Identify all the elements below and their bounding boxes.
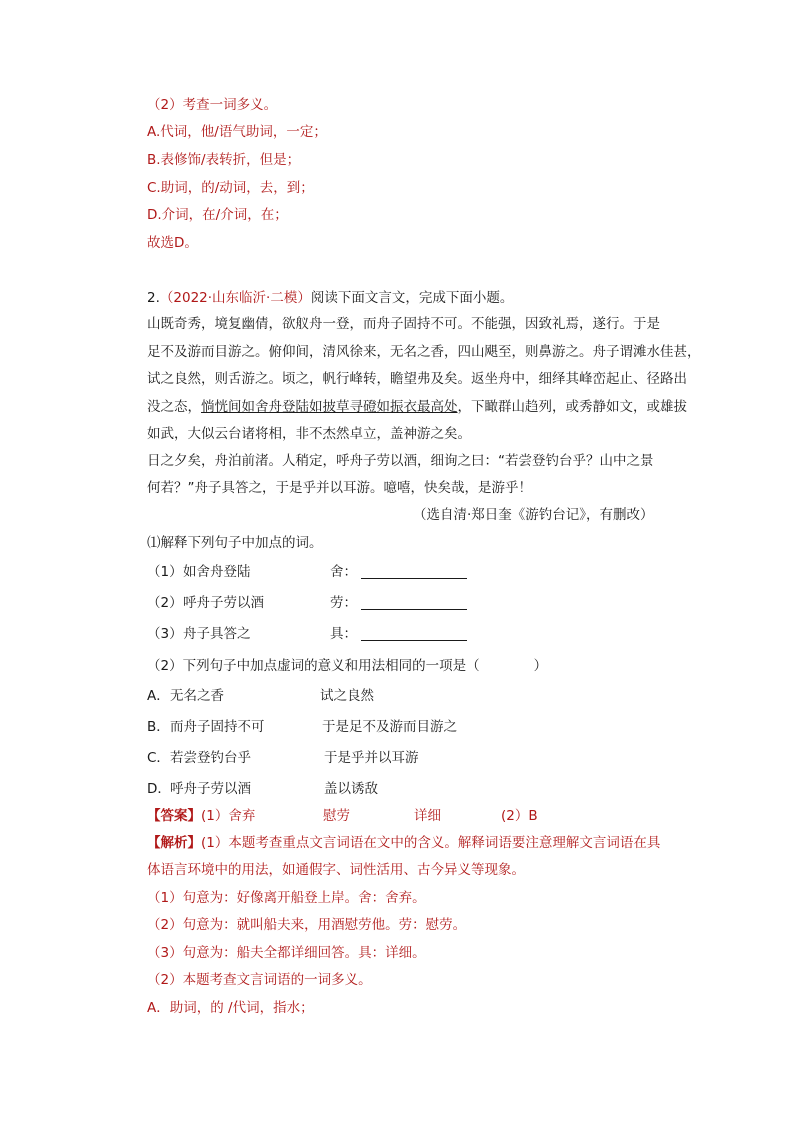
option-left: 呼舟子劳以酒 (170, 781, 251, 797)
option-right: 试之良然 (320, 688, 374, 704)
prev-analysis-conclusion: 故选D。 (147, 235, 198, 251)
passage-text: ，下瞰群山趋列，或秀静如文，或雄拔 (457, 399, 687, 415)
vocab-item-sentence: 呼舟子劳以酒 (183, 595, 264, 611)
option-right: 于是乎并以耳游 (324, 750, 419, 766)
analysis-text: (1）本题考查重点文言词语在文中的含义。解释词语要注意理解文言词语在具 (201, 835, 661, 851)
vocab-item-word: 具： (330, 626, 357, 642)
vocab-item-answer (330, 563, 467, 581)
analysis-line: （1）句意为：好像离开船登上岸。舍：舍弃。 (147, 890, 426, 906)
subquestion-2-title: （2）下列句子中加点虚词的意义和用法相同的一项是（ ） (147, 658, 548, 674)
answer-label: 【答案】 (147, 808, 201, 824)
underlined-sentence: 惝恍间如舍舟登陆如披草寻磴如振衣最高处 (201, 399, 458, 415)
option-left: 无名之香 (170, 688, 224, 704)
prev-analysis-option-d: D.介词，在/介词，在； (147, 207, 288, 223)
analysis-label: 【解析】 (147, 835, 201, 851)
option-right: 于是足不及游而目游之 (322, 719, 457, 735)
passage-line: 试之良然，则舌游之。顷之，帆行峰转，瞻望弗及矣。返坐舟中，细绎其峰峦起止、径路出 (147, 371, 687, 387)
prev-analysis-option-c: C.助词，的/动词，去，到； (147, 180, 314, 196)
answer-blank[interactable] (361, 564, 467, 579)
vocab-item-number: （3） (147, 626, 183, 642)
question-number: 2. (147, 290, 160, 306)
passage-line: 何若？”舟子具答之，于是乎并以耳游。噫嘻，快矣哉，是游乎！ (147, 480, 532, 496)
prev-analysis-option-b: B.表修饰/表转折，但是； (147, 152, 301, 168)
vocab-item-sentence: 舟子具答之 (183, 626, 251, 642)
answer-blank[interactable] (361, 626, 467, 641)
option-left: 若尝登钓台乎 (170, 750, 251, 766)
vocab-item-answer (330, 625, 467, 643)
passage-line (147, 398, 687, 416)
answer-part-1: (1）舍弃 (201, 808, 256, 824)
prev-analysis-heading: （2）考查一词多义。 (147, 97, 278, 113)
option-label: D． (147, 781, 171, 797)
answer-part-4: (2）B (501, 808, 538, 824)
option-label: C． (147, 750, 170, 766)
vocab-item-word: 舍： (330, 564, 357, 580)
question-header (147, 289, 513, 307)
analysis-text: 体语言环境中的用法，如通假字、词性活用、古今异义等现象。 (147, 862, 525, 878)
answer-part-3: 详细 (414, 808, 441, 824)
option-label: B． (147, 719, 170, 735)
vocab-item-word: 劳： (330, 595, 357, 611)
answer-part-2: 慰劳 (323, 808, 350, 824)
option-right: 盖以诱敌 (324, 781, 378, 797)
prev-analysis-option-a: A.代词，他/语气助词，一定； (147, 124, 327, 140)
analysis-line: （3）句意为：船夫全都详细回答。具：详细。 (147, 945, 426, 961)
subquestion-1-title: ⑴解释下列句子中加点的词。 (147, 535, 323, 551)
option-left: 而舟子固持不可 (170, 719, 265, 735)
answer-blank[interactable] (361, 595, 467, 610)
question-source: （2022·山东临沂·二模） (159, 290, 311, 306)
analysis-line: A．助词，的 /代词，指水； (147, 1000, 314, 1016)
analysis-line: （2）句意为：就叫船夫来，用酒慰劳他。劳：慰劳。 (147, 917, 467, 933)
passage-line: 如武，大似云台诸将相，非不杰然卓立，盖神游之矣。 (147, 426, 471, 442)
analysis-intro (147, 834, 661, 852)
vocab-item-sentence: 如舍舟登陆 (183, 564, 251, 580)
question-prompt: 阅读下面文言文，完成下面小题。 (310, 290, 514, 306)
vocab-item-number: （1） (147, 564, 183, 580)
passage-citation: （选自清·郑日奎《游钓台记》，有删改） (413, 507, 654, 523)
vocab-item-answer (330, 594, 467, 612)
passage-line: 足不及游而目游之。俯仰间，清风徐来，无名之香，四山飓至，则鼻游之。舟子谓滩水佳甚， (147, 344, 701, 360)
option-label: A． (147, 688, 170, 704)
passage-line: 山既奇秀，境复幽倩，欲舣舟一登，而舟子固持不可。不能强，因致礼焉，遂行。于是 (147, 316, 660, 332)
passage-line: 日之夕矣，舟泊前渚。人稍定，呼舟子劳以酒，细询之曰：“若尝登钓台乎？山中之景 (147, 453, 654, 469)
vocab-item-number: （2） (147, 595, 183, 611)
passage-text: 没之态， (147, 399, 201, 415)
answer-tag (147, 807, 255, 825)
analysis-line: （2）本题考查文言词语的一词多义。 (147, 972, 372, 988)
